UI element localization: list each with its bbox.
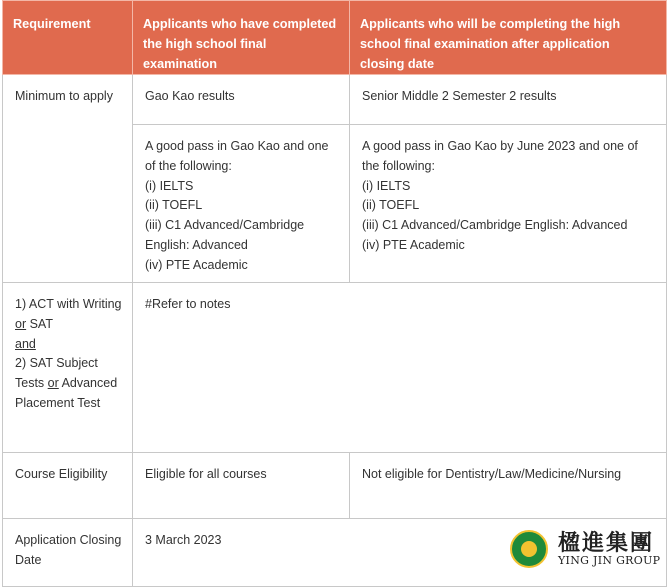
minimum-label: Minimum to apply (3, 75, 133, 283)
tests-value: #Refer to notes (133, 283, 667, 453)
logo-english-text: YING JIN GROUP (558, 554, 661, 567)
tests-label-or: or (47, 376, 59, 391)
completing-results: Senior Middle 2 Semester 2 results (350, 75, 667, 125)
completed-pass-ielts: (i) IELTS (145, 178, 194, 193)
closing-label: Application Closing Date (3, 519, 133, 587)
completed-results: Gao Kao results (133, 75, 350, 125)
completing-pass-toefl: (ii) TOEFL (362, 198, 420, 213)
completing-pass-pte: (iv) PTE Academic (362, 237, 465, 252)
completing-pass (350, 125, 667, 283)
tests-label-part: 1) ACT with Writing (15, 297, 122, 311)
closing-value: 3 March 2023 (133, 519, 667, 587)
completed-pass-intro: A good pass in Gao Kao and one of the following: (145, 139, 329, 173)
tests-label-part: Advanced Placement Test (15, 376, 118, 410)
table-header-row (3, 1, 667, 75)
table-row (3, 283, 667, 453)
tests-label-and: and (15, 336, 36, 351)
completed-pass-pte: (iv) PTE Academic (145, 257, 248, 272)
completed-pass-c1: (iii) C1 Advanced/Cambridge English: Advanced (145, 218, 305, 252)
logo-chinese-text: 楹進集團 (558, 530, 655, 556)
logo-emblem-icon (510, 530, 548, 568)
eligibility-completing: Not eligible for Dentistry/Law/Medicine/Nursing (350, 453, 667, 519)
tests-label (3, 283, 133, 453)
completing-pass-c1: (iii) C1 Advanced/Cambridge English: Advanced (362, 218, 628, 233)
table-row (3, 75, 667, 125)
tests-label-part: SAT (26, 316, 53, 331)
completed-pass (133, 125, 350, 283)
completed-pass-toefl: (ii) TOEFL (145, 198, 203, 213)
header-requirement: Requirement (3, 1, 133, 75)
header-completing: Applicants who will be completing the high school final examination after application closing date (350, 1, 667, 75)
tests-label-part: 2) SAT Subject Tests (15, 356, 98, 391)
completing-pass-ielts: (i) IELTS (362, 178, 411, 193)
eligibility-completed: Eligible for all courses (133, 453, 350, 519)
tests-label-or: or (15, 316, 27, 331)
watermark-logo (508, 524, 668, 574)
header-completed: Applicants who have completed the high school final examination (133, 1, 350, 75)
requirements-table (2, 0, 667, 587)
completing-pass-intro: A good pass in Gao Kao by June 2023 and one of the following: (362, 139, 638, 173)
eligibility-label: Course Eligibility (3, 453, 133, 519)
table-row (3, 453, 667, 519)
